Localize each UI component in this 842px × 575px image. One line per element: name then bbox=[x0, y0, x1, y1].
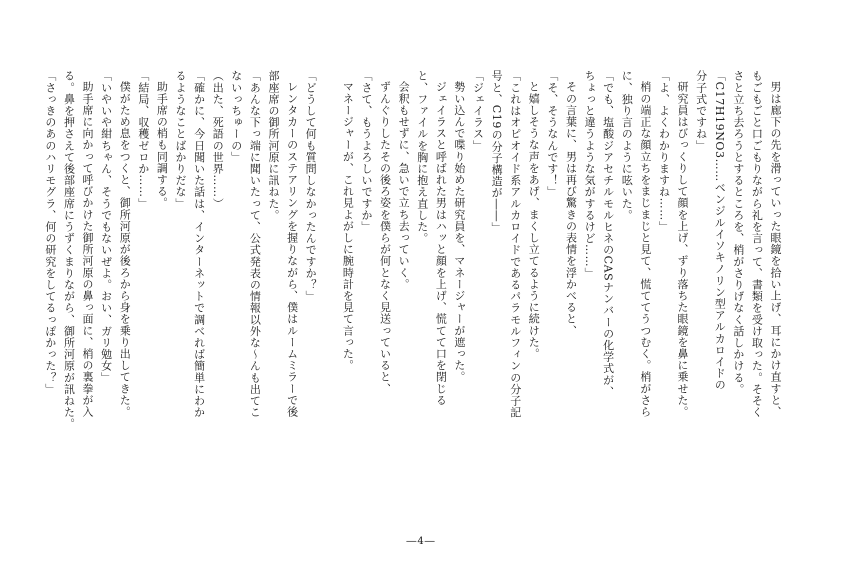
text-line: 会釈もせずに、急いで立ち去っていく。 bbox=[397, 81, 411, 290]
text-line: に、独り言のように呟いた。 bbox=[620, 70, 634, 221]
text-line: 僕がため息をつくと、御所河原が後ろから身を乗り出してきた。 bbox=[118, 81, 132, 418]
text-line: 梢の端正な顔立ちをまじまじと見て、慌ててうつむく。梢がさら bbox=[638, 81, 652, 418]
text-line: 「ジェイラス」 bbox=[471, 70, 485, 152]
text-line: 「さて、もうよろしいですか」 bbox=[359, 70, 373, 233]
text-line: 「結局、収穫ゼロか……」 bbox=[136, 70, 150, 210]
text-line: 分子式ですね」 bbox=[694, 70, 708, 152]
text-line: ずんぐりしたその後ろ姿を僕らが何となく見送っていると、 bbox=[378, 81, 392, 395]
text-line: 「そ、そうなんです！」 bbox=[545, 70, 559, 198]
text-line: と、ファイルを胸に抱え直した。 bbox=[415, 70, 429, 244]
text-line: 「あんな下っ端に聞いたって、公式発表の情報以外な～んも出てこ bbox=[248, 70, 262, 418]
text-line: と嬉しそうな声をあげ、まくし立てるように続けた。 bbox=[527, 81, 541, 360]
text-line: ちょっと違うような気がするけど……」 bbox=[583, 70, 597, 279]
text-line: 「どうして何も質問しなかったんですか？」 bbox=[304, 70, 318, 302]
text-line: るようなことばかりだな」 bbox=[174, 70, 187, 210]
text-line: 「C17H19NO3……ベンジルイソキノリン型アルカロイドの bbox=[713, 70, 727, 391]
page-number: ―4― bbox=[406, 536, 436, 547]
text-line: さと立ち去ろうとするところを、梢がさりげなく話しかける。 bbox=[731, 70, 745, 395]
text-line: 勢い込んで喋り始めた研究員を、マネージャーが遮った。 bbox=[452, 81, 466, 383]
text-line: 「確かに、今日聞いた話は、インターネットで調べれば簡単にわか bbox=[192, 70, 206, 418]
text-line: 「さっきのあのハリモグラ、何の研究をしてるっぽかった？」 bbox=[43, 70, 57, 395]
text-line: 部座席の御所河原に訊ねた。 bbox=[266, 70, 280, 221]
text-line: 男は廊下の先を滑っていった眼鏡を拾い上げ、耳にかけ直すと、 bbox=[769, 81, 782, 418]
section-gap bbox=[319, 70, 338, 488]
text-line: 研究員はびっくりして顔を上げ、ずり落ちた眼鏡を鼻に乗せた。 bbox=[676, 81, 690, 418]
text-line: その言葉に、男は再び驚きの表情を浮かべると、 bbox=[564, 81, 578, 337]
text-line: マネージャーが、これ見よがしに腕時計を見て言った。 bbox=[341, 81, 355, 371]
text-line: 「よ、よくわかりますね……」 bbox=[657, 70, 671, 233]
text-line: 「でも、塩酸ジアセチルモルヒネのCASナンバーの化学式が、 bbox=[601, 70, 615, 398]
text-line: 助手席に向かって呼びかけた御所河原の鼻っ面に、梢の裏拳が入 bbox=[81, 81, 95, 418]
text-line: （出た、死語の世界……） bbox=[211, 70, 225, 210]
text-line: 号と、C19の分子構造が――」 bbox=[490, 70, 504, 234]
text-line: レンタカーのステアリングを握りながら、僕はルームミラーで後 bbox=[285, 81, 299, 418]
text-line: 「これはオピオイド系アルカロイドであるパラモルフィンの分子記 bbox=[508, 70, 522, 418]
text-line: ジェイラスと呼ばれた男はハッと顔を上げ、慌てて口を閉じる bbox=[434, 81, 448, 406]
text-line: ないっちゅーの」 bbox=[229, 70, 243, 163]
vertical-text-body bbox=[43, 70, 784, 488]
text-line: 助手席の梢も同調する。 bbox=[155, 81, 169, 209]
text-line: 「いやいや紺ちゃん、そうでもないぜよ。おい、ガリ勉女」 bbox=[99, 70, 113, 384]
text-line: る。鼻を押さえて後部座席にうずくまりながら、御所河原が訊ねた。 bbox=[62, 70, 76, 430]
text-line: もごもごと口ごもりながら礼を言って、書類を受け取った。そそく bbox=[750, 70, 764, 418]
